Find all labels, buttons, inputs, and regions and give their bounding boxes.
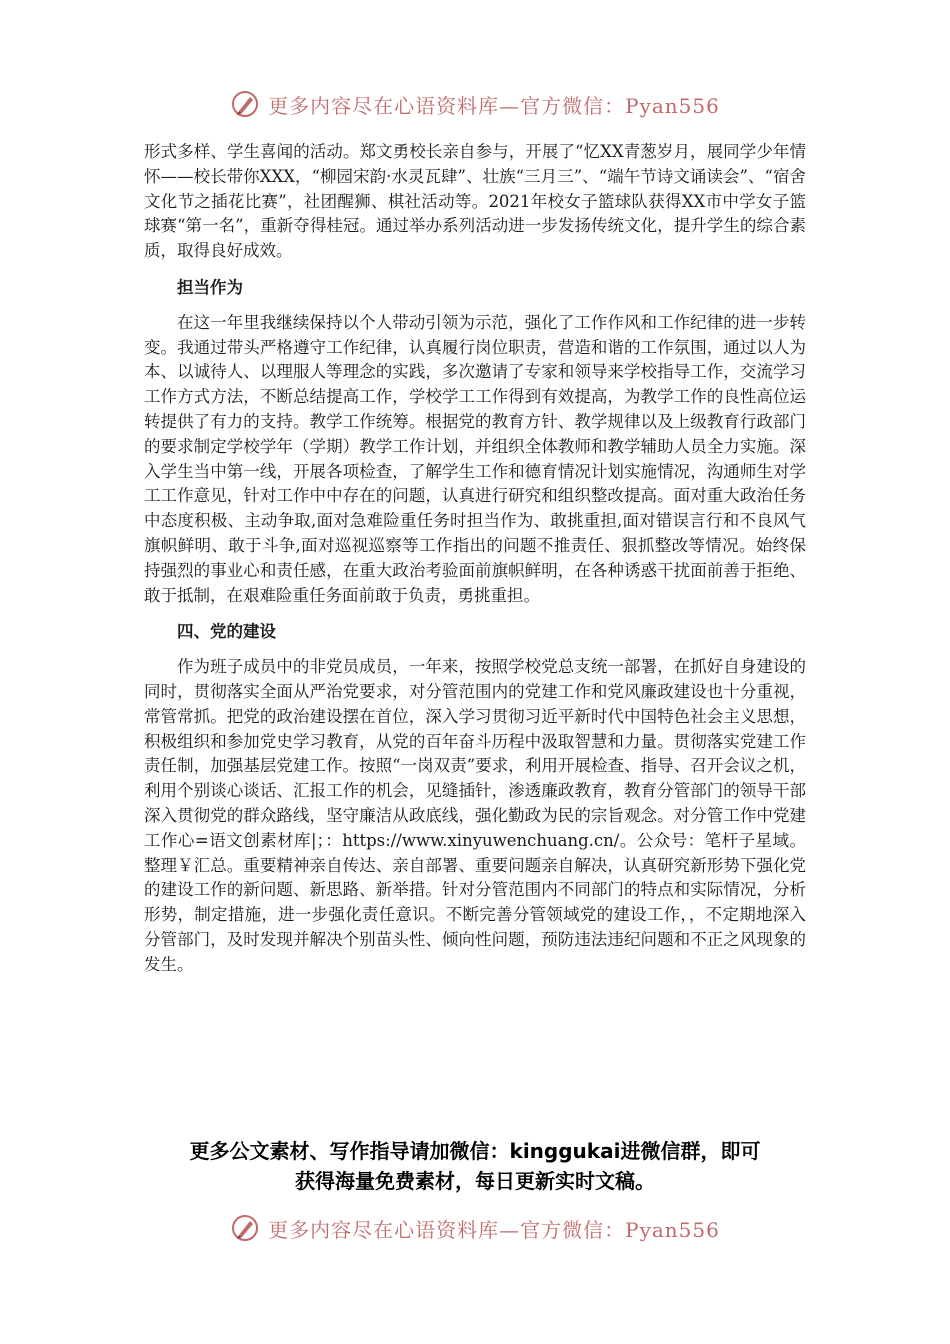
intro-paragraph: 形式多样、学生喜闻的活动。郑文勇校长亲自参与，开展了“忆XX青葱岁月，展同学少年情怀——校长带你XXX，“柳园宋韵·水灵瓦肆”、壮族“三月三”、“端午节诗文诵读会”、“宿舍文化节之插花比赛”，社团醒狮、棋社活动等。2021年校女子篮球队获得XX市中学女子篮球赛“第一名”，重新夺得桂冠。通过举办系列活动进一步发扬传统文化，提升学生的综合素质，取得良好成效。 [144,142,806,261]
responsibility-paragraph: 在这一年里我继续保持以个人带动引领为示范，强化了工作作风和工作纪律的进一步转变。我通过带头严格遵守工作纪律，认真履行岗位职责，营造和谐的工作氛围，通过以人为本、以诚待人、以理服人等理念的实践，多次邀请了专家和领导来学校指导工作，交流学习工作方式方法，不断总结提高工作，学校学工工作得到有效提高，为教学工作的良性高位运转提供了有力的支持。教学工作统筹。根据党的教育方针、教学规律以及上级教育行政部门的要求制定学校学年（学期）教学工作计划，并组织全体教师和教学辅助人员全力实施。深入学生当中第一线，开展各项检查，了解学生工作和德育情况计划实施情况，沟通师生对学工工作意见，针对工作中中存在的问题，认真进行研究和组织整改提高。面对重大政治任务中态度积极、主动争取,面对急难险重任务时担当作为、敢挑重担,面对错误言行和不良风气旗帜鲜明、敢于斗争,面对巡视巡察等工作指出的问题不推责任、狠抓整改等情况。始终保持强烈的事业心和责任感，在重大政治考验面前旗帜鲜明，在各种诱惑干扰面前善于拒绝、敢于抵制，在艰难险重任务面前敢于负责，勇挑重担。 [144,312,806,605]
section-heading-party: 四、党的建设 [177,622,276,642]
party-paragraph: 作为班子成员中的非党员成员，一年来，按照学校党总支统一部署，在抓好自身建设的同时，贯彻落实全面从严治党要求，对分管范围内的党建工作和党风廉政建设也十分重视，常管常抓。把党的政治建设摆在首位，深入学习贯彻习近平新时代中国特色社会主义思想，积极组织和参加党史学习教育，从党的百年奋斗历程中汲取智慧和力量。贯彻落实党建工作责任制，加强基层党建工作。按照“一岗双责”要求，利用开展检查、指导、召开会议之机，利用个别谈心谈话、汇报工作的机会，见缝插针，渗透廉政教育，教育分管部门的领导干部深入贯彻党的群众路线，坚守廉洁从政底线，强化勤政为民的宗旨观念。对分管工作中党建工作心=语文创素材库|；：https://www.xinyuwenchuang.cn/。公众号：笔杆子星域。整理￥汇总。重要精神亲自传达、亲自部署、重要问题亲自解决，认真研究新形势下强化党的建设工作的新问题、新思路、新举措。针对分管范围内不同部门的特点和实际情况，分析形势，制定措施，进一步强化责任意识。不断完善分管领域党的建设工作，，不定期地深入分管部门，及时发现并解决个别苗头性、倾向性问题，预防违法违纪问题和不正之风现象的发生。 [144,657,806,974]
header-watermark [0,86,950,122]
watermark-text: 更多内容尽在心语资料库—官方微信：Pyan556 [268,1217,720,1242]
footer-watermark [0,1210,950,1246]
promo-banner [140,1136,810,1196]
watermark-text: 更多内容尽在心语资料库—官方微信：Pyan556 [268,93,720,118]
document-body [144,140,806,978]
pen-logo-icon [230,89,260,119]
pen-logo-icon [230,1213,260,1243]
promo-line-2: 获得海量免费素材，每日更新实时文稿。 [295,1169,655,1193]
section-heading-responsibility: 担当作为 [177,277,243,297]
promo-line-1: 更多公文素材、写作指导请加微信：kinggukai进微信群，即可 [189,1139,761,1163]
